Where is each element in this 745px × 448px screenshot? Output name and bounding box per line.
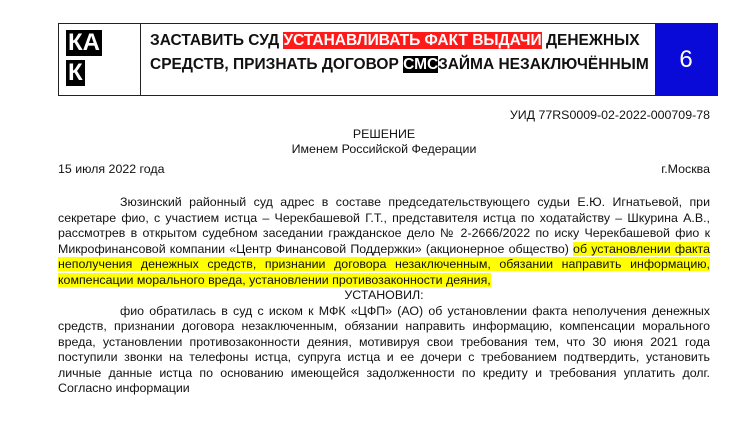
intro-paragraph — [58, 195, 710, 288]
date-city-row — [58, 162, 710, 178]
title-black-highlight: СМС — [403, 56, 438, 73]
title-text: ЗАЙМА НЕЗАКЛЮЧЁННЫМ — [438, 56, 649, 73]
document-body — [58, 108, 710, 397]
title-text: ДЕНЕЖНЫХ — [541, 32, 640, 49]
decision-date: 15 июля 2022 года — [58, 161, 165, 176]
header-banner — [58, 23, 718, 96]
case-uid: УИД 77RS0009-02-2022-000709-78 — [509, 108, 710, 122]
logo — [59, 24, 141, 95]
logo-text-top: КА — [68, 29, 100, 56]
intro-highlighted-text: об установлении факта неполучения денежных средств, признании договора незаключенным, обязании направить информацию, компенсации морального вреда, установлении противозаконности деяния, — [58, 241, 710, 287]
intro-text: Зюзинский районный суд адрес в составе председательствующего судьи Е.Ю. Игнатьевой, при секретаре фио, с участием истца – Черекбашевой Г.Т., представителя истца по ходатайству – Шкурина А.В., рассмотрев в открытом судебном заседании гражданское дело № 2-2666/2022 по иску Черекбашевой фио к Микрофинансовой компании «Центр Финансовой Поддержки» (акционерное общество) — [58, 195, 710, 256]
title-red-highlight: УСТАНАВЛИВАТЬ ФАКТ ВЫДАЧИ — [283, 32, 542, 49]
section-heading-ustanovil: УСТАНОВИЛ: — [344, 288, 424, 302]
title-text: СРЕДСТВ, ПРИЗНАТЬ ДОГОВОР — [150, 56, 404, 73]
banner-title-line-2 — [150, 53, 655, 77]
document-subheading: Именем Российской Федерации — [291, 142, 477, 156]
decision-city: г.Москва — [661, 161, 710, 176]
issue-number-badge: 6 — [655, 24, 717, 95]
title-text: ЗАСТАВИТЬ СУД — [150, 32, 284, 49]
logo-text-bottom: К — [68, 59, 83, 86]
banner-title-line-1 — [150, 29, 655, 53]
body-paragraph: фио обратилась в суд с иском к МФК «ЦФП» (АО) об установлении факта неполучения денежных средств, признании договора незаключенным, обязании направить информацию, компенсации морального вреда, установлении противозаконности деяния, мотивируя свои требования тем, что 30 июня 2021 года поступили звонки на телефоны истца, супруга истца и ее дочери с требованием подтвердить, установить личные данные истца по основанию имеющейся задолженности по кредиту и требования уплатить долг. Согласно информации — [58, 303, 710, 395]
document-heading: РЕШЕНИЕ — [352, 126, 416, 141]
banner-title — [141, 24, 655, 95]
